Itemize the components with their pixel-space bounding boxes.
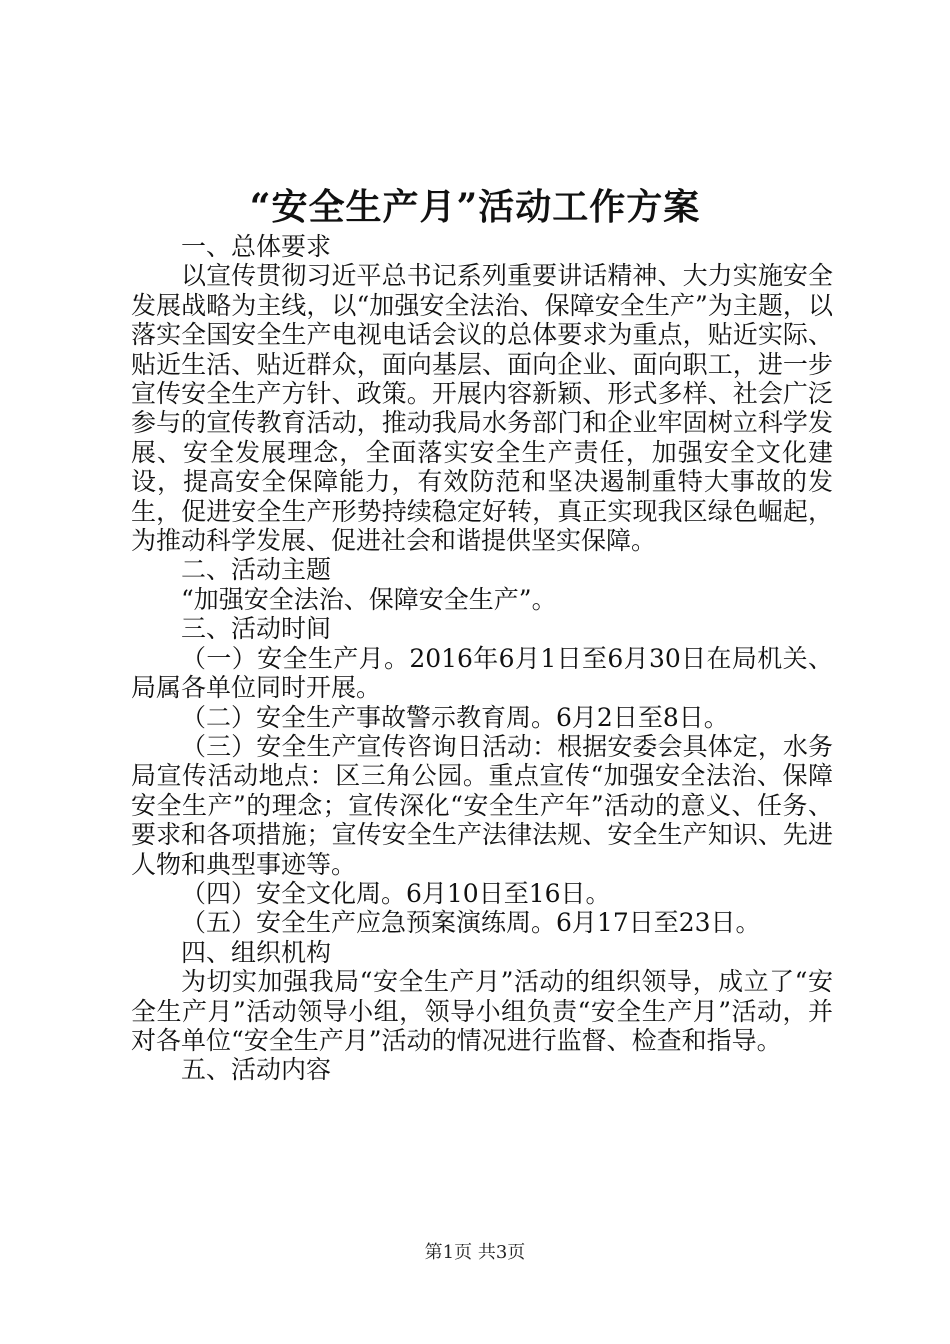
paragraph-time-item-3: （三）安全生产宣传咨询日活动：根据安委会具体定，水务局宣传活动地点：区三角公园。重点宣传“加强安全法治、保障安全生产”的理念；宣传深化“安全生产年”活动的意义、任务、要求和各项措施；宣传安全生产法律法规、安全生产知识、先进人物和典型事迹等。 bbox=[131, 731, 833, 879]
paragraph-time-item-2: （二）安全生产事故警示教育周。6月2日至8日。 bbox=[181, 702, 729, 732]
paragraph-activity-theme: “加强安全法治、保障安全生产”。 bbox=[181, 584, 557, 614]
paragraph-time-item-1: （一）安全生产月。2016年6月1日至6月30日在局机关、局属各单位同时开展。 bbox=[131, 643, 833, 703]
document-body bbox=[131, 232, 833, 1085]
section-heading-general-requirements: 一、总体要求 bbox=[181, 232, 332, 261]
paragraph-time-item-4: （四）安全文化周。6月10日至16日。 bbox=[181, 878, 611, 908]
section-heading-organization: 四、组织机构 bbox=[181, 937, 332, 967]
section-heading-activity-theme: 二、活动主题 bbox=[181, 555, 332, 585]
document-title: “安全生产月”活动工作方案 bbox=[249, 186, 701, 228]
paragraph-general-requirements: 以宣传贯彻习近平总书记系列重要讲话精神、大力实施安全发展战略为主线，以“加强安全法治、保障安全生产”为主题，以落实全国安全生产电视电话会议的总体要求为重点，贴近实际、贴近生活、贴近群众，面向基层、面向企业、面向职工，进一步宣传安全生产方针、政策。开展内容新颖、形式多样、社会广泛参与的宣传教育活动，推动我局水务部门和企业牢固树立科学发展、安全发展理念，全面落实安全生产责任，加强安全文化建设，提高安全保障能力，有效防范和坚决遏制重特大事故的发生，促进安全生产形势持续稳定好转，真正实现我区绿色崛起，为推动科学发展、促进社会和谐提供坚实保障。 bbox=[131, 261, 833, 556]
page-number-footer: 第1页 共3页 bbox=[424, 1242, 526, 1263]
paragraph-time-item-5: （五）安全生产应急预案演练周。6月17日至23日。 bbox=[181, 908, 761, 938]
section-heading-activity-time: 三、活动时间 bbox=[181, 614, 332, 644]
paragraph-organization: 为切实加强我局“安全生产月”活动的组织领导，成立了“安全生产月”活动领导小组，领导小组负责“安全生产月”活动，并对各单位“安全生产月”活动的情况进行监督、检查和指导。 bbox=[131, 967, 833, 1055]
section-heading-activity-content: 五、活动内容 bbox=[181, 1055, 332, 1085]
